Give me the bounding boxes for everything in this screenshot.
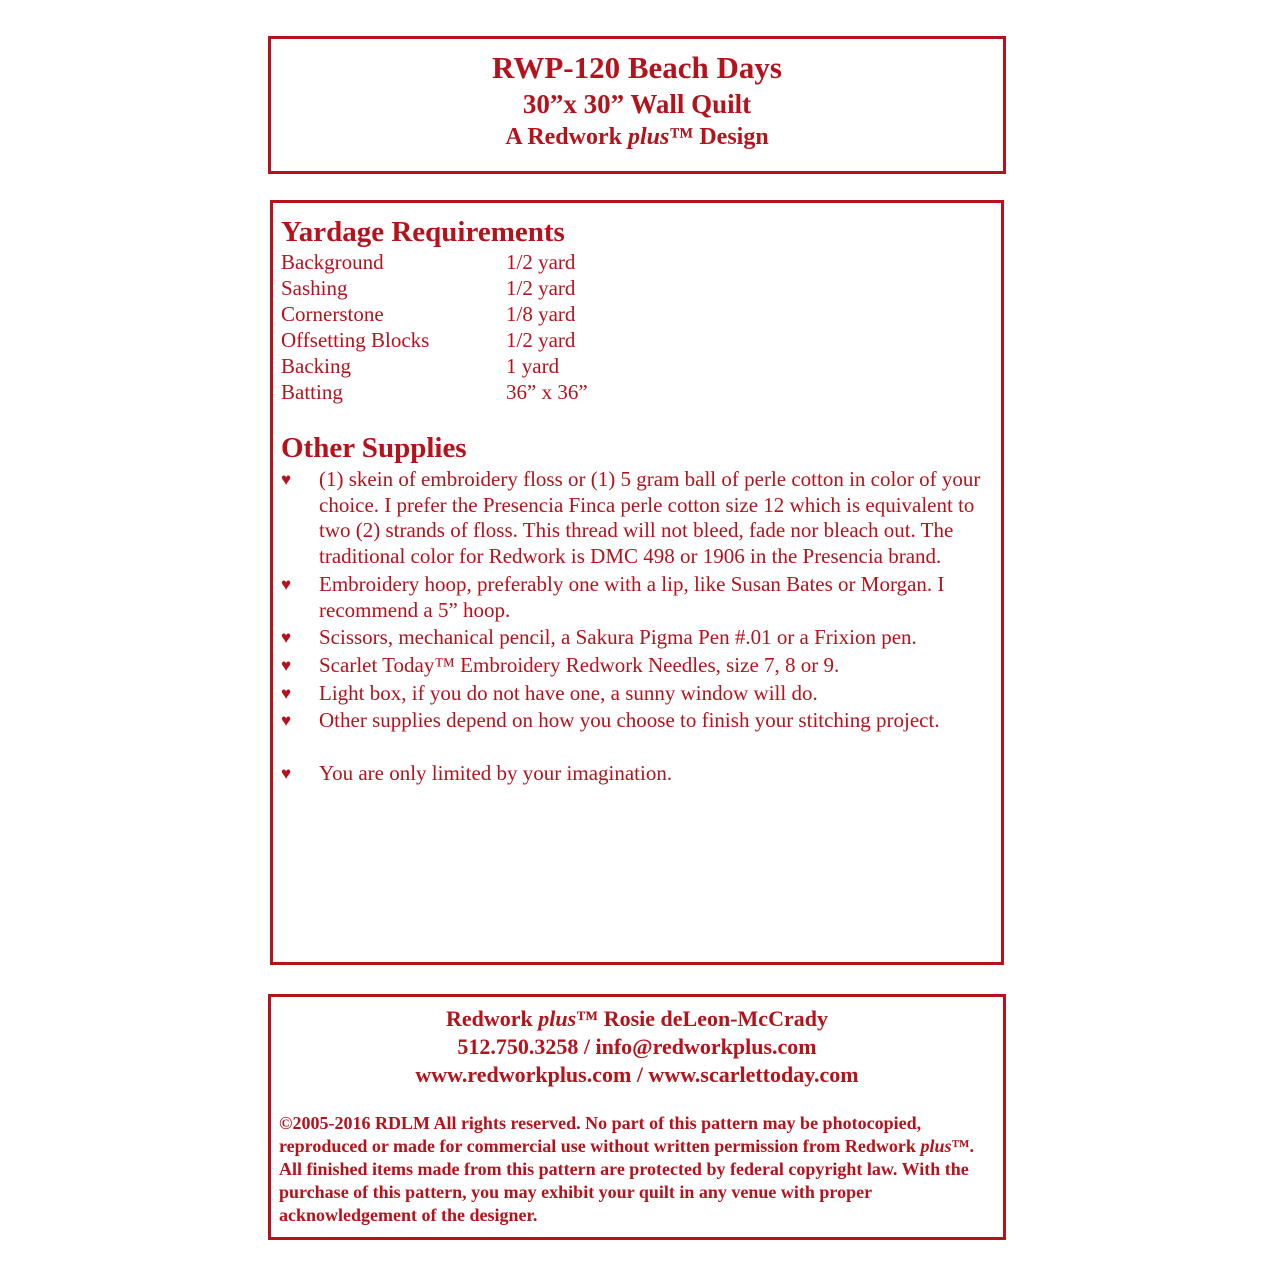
supply-text: Embroidery hoop, preferably one with a lip, like Susan Bates or Morgan. I recommend a 5” hoop. — [319, 571, 945, 622]
supply-text: Scissors, mechanical pencil, a Sakura Pigma Pen #.01 or a Frixion pen. — [319, 625, 917, 650]
design-prefix: A Redwork — [505, 124, 628, 150]
supply-item — [281, 708, 987, 734]
yardage-item: Batting — [281, 380, 343, 404]
heart-bullet-icon: ♥ — [281, 711, 292, 731]
yardage-amount: 36” x 36” — [506, 380, 588, 404]
design-italic: plus — [627, 124, 670, 150]
company-italic: plus — [538, 1006, 577, 1031]
supply-item — [281, 572, 987, 623]
supply-item — [281, 681, 987, 707]
copyright-italic: plus — [920, 1136, 952, 1156]
supply-text: Light box, if you do not have one, a sunny window will do. — [319, 680, 818, 705]
heart-bullet-icon: ♥ — [281, 683, 292, 703]
design-suffix: ™ Design — [669, 124, 769, 150]
company-line — [279, 1005, 995, 1033]
phone-email: 512.750.3258 / info@redworkplus.com — [457, 1034, 817, 1059]
requirements-box — [270, 200, 1004, 965]
yardage-item: Background — [281, 250, 384, 274]
company-suffix: ™ Rosie deLeon-McCrady — [576, 1006, 828, 1031]
yardage-amount: 1 yard — [506, 354, 560, 378]
heart-bullet-icon: ♥ — [281, 470, 292, 489]
copyright-notice — [279, 1112, 995, 1227]
supply-item — [281, 761, 987, 787]
supply-text: Other supplies depend on how you choose to finish your stitching project. — [319, 708, 940, 733]
yardage-item: Cornerstone — [281, 302, 384, 326]
yardage-row — [281, 275, 588, 301]
yardage-heading: Yardage Requirements — [281, 216, 565, 248]
company-prefix: Redwork — [446, 1006, 539, 1031]
supplies-heading: Other Supplies — [281, 432, 467, 464]
pattern-title: RWP-120 Beach Days — [492, 50, 782, 85]
copyright-part1: ©2005-2016 RDLM All rights reserved. No part of this pattern may be photocopied, reproduced or made for commercial use without written permission from Redwork — [279, 1113, 922, 1156]
copyright-part2: ™. All finished items made from this pattern are protected by federal copyright law. With the purchase of this pattern, you may exhibit your quilt in any venue with proper acknowledgement of the designer. — [279, 1136, 974, 1225]
design-line — [271, 121, 1003, 153]
yardage-amount: 1/8 yard — [506, 302, 576, 326]
heart-bullet-icon: ♥ — [281, 764, 292, 784]
contact-box — [268, 994, 1006, 1240]
yardage-row — [281, 379, 588, 405]
supply-text: You are only limited by your imagination. — [319, 761, 673, 786]
supplies-list — [281, 467, 987, 787]
yardage-amount: 1/2 yard — [506, 276, 576, 300]
heart-bullet-icon: ♥ — [281, 655, 292, 675]
yardage-item: Backing — [281, 354, 351, 378]
supply-item — [281, 653, 987, 679]
heart-bullet-icon: ♥ — [281, 628, 292, 648]
yardage-row — [281, 301, 588, 327]
title-box — [268, 36, 1006, 174]
heart-bullet-icon: ♥ — [281, 574, 292, 594]
supply-text: (1) skein of embroidery floss or (1) 5 gram ball of perle cotton in color of your choice. I prefer the Presencia Finca perle cotton size 12 which is equivalent to two (2) strands of floss. This thread will not bleed, fade nor bleach out. The traditional color for Redwork is DMC 498 or 1906 in the Presencia brand. — [319, 467, 981, 569]
yardage-row — [281, 353, 588, 379]
yardage-row — [281, 327, 588, 353]
supply-text: Scarlet Today™ Embroidery Redwork Needles, size 7, 8 or 9. — [319, 652, 840, 677]
supply-item — [281, 467, 987, 570]
yardage-item: Sashing — [281, 276, 348, 300]
yardage-table — [281, 249, 588, 405]
yardage-amount: 1/2 yard — [506, 328, 576, 352]
supply-item — [281, 625, 987, 651]
yardage-amount: 1/2 yard — [506, 250, 576, 274]
yardage-item: Offsetting Blocks — [281, 328, 430, 352]
pattern-subtitle: 30”x 30” Wall Quilt — [522, 89, 752, 119]
yardage-row — [281, 249, 588, 275]
websites: www.redworkplus.com / www.scarlettoday.com — [415, 1062, 859, 1087]
